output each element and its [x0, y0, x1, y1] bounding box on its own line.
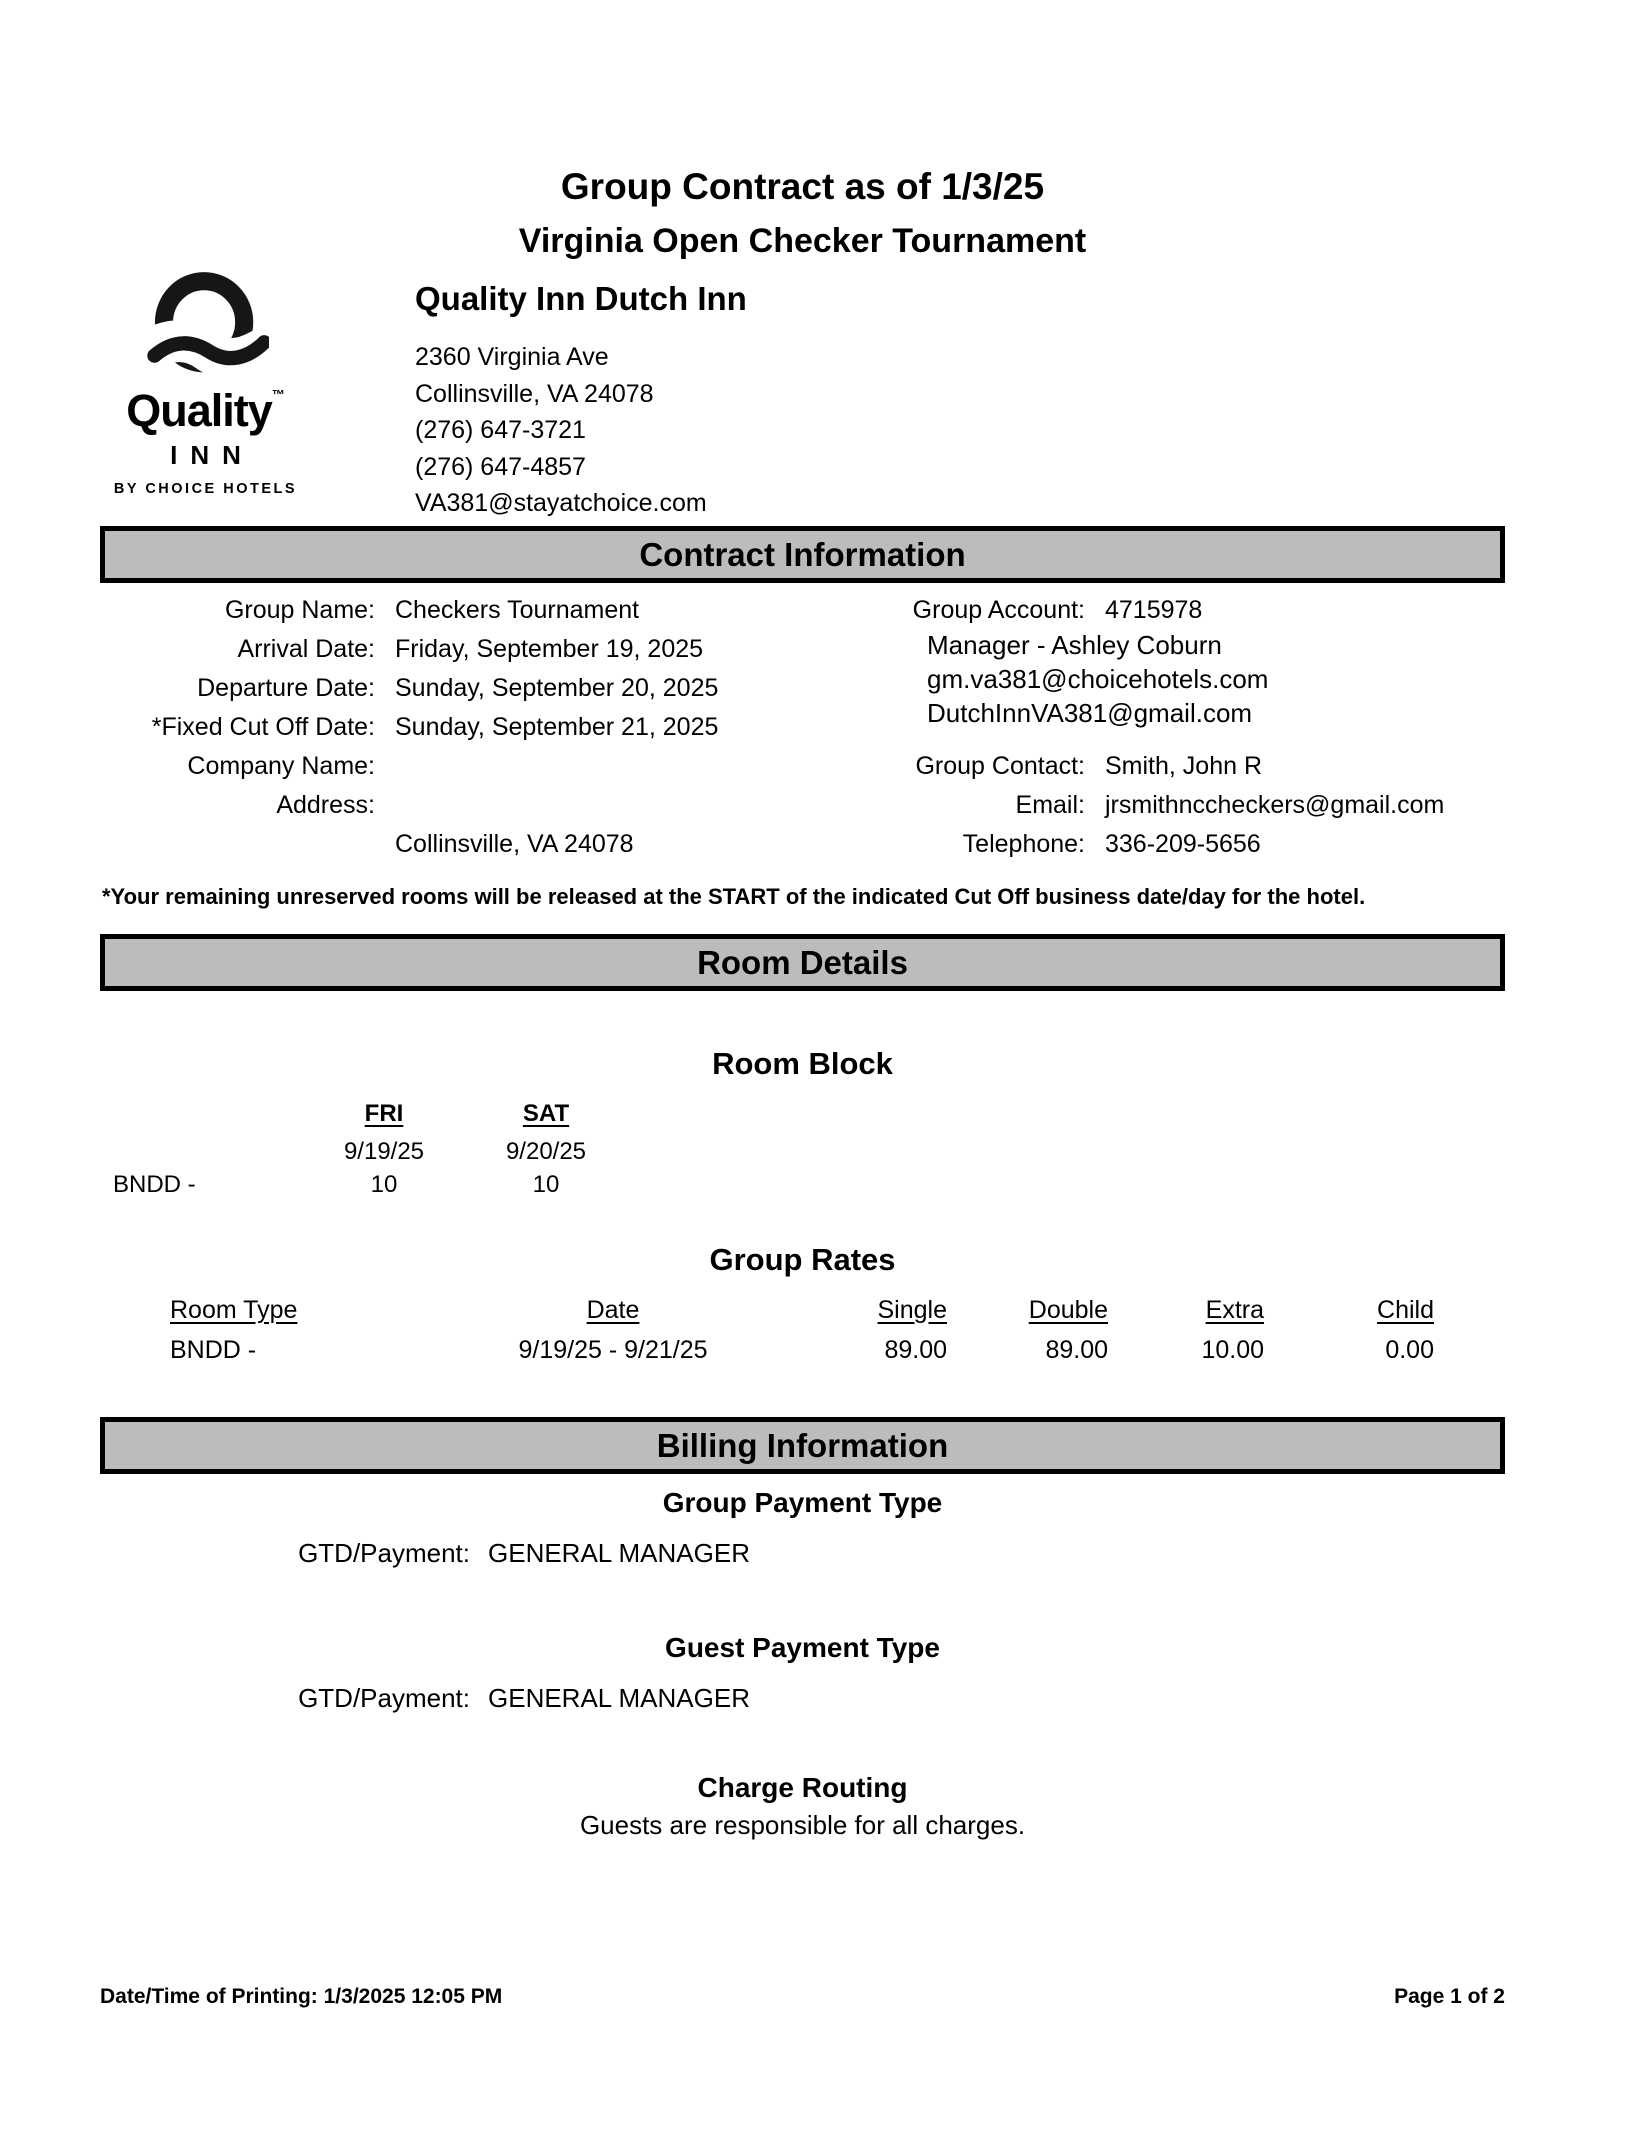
arrival-date-label: Arrival Date: [237, 635, 375, 663]
group-rates-header-extra-text: Extra [1205, 1296, 1264, 1324]
cutoff-note: *Your remaining unreserved rooms will be released at the START of the indicated Cut Off business date/day for the hotel. [102, 884, 1366, 909]
logo-tagline-text: BY CHOICE HOTELS [113, 481, 298, 497]
contact-phone-value: 336-209-5656 [1105, 830, 1261, 858]
quality-q-icon [143, 270, 269, 384]
arrival-date-value: Friday, September 19, 2025 [395, 635, 704, 663]
manager-name: Manager - Ashley Coburn [927, 630, 1222, 660]
group-rates-header-child-text: Child [1377, 1296, 1434, 1324]
group-rates-row-date: 9/19/25 - 9/21/25 [518, 1336, 708, 1364]
document-subtitle: Virginia Open Checker Tournament [518, 222, 1087, 260]
cutoff-date-row [100, 713, 760, 752]
room-block-day-header-fri [322, 1100, 446, 1128]
section-header-room-details: Room Details [100, 934, 1505, 991]
departure-date-value: Sunday, September 20, 2025 [395, 674, 719, 702]
print-datetime: Date/Time of Printing: 1/3/2025 12:05 PM [100, 1985, 503, 2008]
group-rates-header-room-type-text: Room Type [170, 1296, 298, 1324]
manager-email: gm.va381@choicehotels.com [927, 664, 1269, 694]
contact-phone-row [830, 830, 1520, 869]
contact-email-label: Email: [1015, 791, 1085, 819]
quality-inn-logo [103, 270, 308, 497]
cutoff-date-label: *Fixed Cut Off Date: [151, 713, 375, 741]
room-block-date-sat: 9/20/25 [505, 1138, 587, 1165]
contact-phone-label: Telephone: [962, 830, 1085, 858]
room-block-room-type: BNDD - [113, 1171, 196, 1198]
group-name-value: Checkers Tournament [395, 596, 640, 624]
hotel-address-line1: 2360 Virginia Ave [415, 343, 609, 371]
address-row [100, 791, 760, 830]
group-payment-label: GTD/Payment: [298, 1538, 470, 1568]
contract-info-left-column [100, 596, 760, 869]
room-block-date-fri: 9/19/25 [343, 1138, 425, 1165]
charge-routing-text: Guests are responsible for all charges. [579, 1810, 1026, 1840]
group-rates-header-room-type [170, 1296, 470, 1325]
cutoff-date-value: Sunday, September 21, 2025 [395, 713, 719, 741]
hotel-info-block [415, 280, 1115, 522]
group-name-label: Group Name: [224, 596, 375, 624]
logo-brand-text [103, 385, 308, 436]
hotel-name: Quality Inn Dutch Inn [415, 280, 747, 317]
group-contact-value: Smith, John R [1105, 752, 1263, 780]
charge-routing-title: Charge Routing [697, 1772, 908, 1803]
group-rates-header-double-text: Double [1028, 1296, 1108, 1324]
group-rates-header-date-text: Date [586, 1296, 640, 1324]
section-header-contract-information: Contract Information [100, 526, 1505, 583]
room-block-count-sat: 10 [532, 1171, 560, 1198]
group-rates-row-single: 89.00 [884, 1336, 947, 1364]
contact-email-value: jrsmithnccheckers@gmail.com [1105, 791, 1445, 819]
page-number: Page 1 of 2 [1394, 1985, 1505, 2008]
group-payment-value: GENERAL MANAGER [488, 1538, 750, 1568]
guest-payment-label: GTD/Payment: [298, 1683, 470, 1713]
group-contact-row [830, 752, 1520, 791]
room-block-day-sat-text: SAT [522, 1100, 570, 1127]
group-contact-label: Group Contact: [915, 752, 1085, 780]
room-block-count-fri: 10 [370, 1171, 398, 1198]
hotel-fax: (276) 647-4857 [415, 452, 586, 481]
group-rates-header-child [1234, 1296, 1434, 1325]
hotel-phone: (276) 647-3721 [415, 416, 586, 444]
departure-date-label: Departure Date: [197, 674, 375, 702]
document-title: Group Contract as of 1/3/25 [560, 166, 1045, 207]
company-name-row [100, 752, 760, 791]
group-payment-row [100, 1538, 750, 1569]
hotel-address-line2: Collinsville, VA 24078 [415, 379, 654, 408]
group-rates-row-extra: 10.00 [1201, 1336, 1264, 1364]
group-rates-row-child: 0.00 [1385, 1336, 1434, 1364]
guest-payment-row [100, 1683, 750, 1714]
hotel-email: VA381@stayatchoice.com [415, 489, 707, 517]
group-rates-row-room-type: BNDD - [170, 1336, 257, 1364]
contact-email-row [830, 791, 1520, 830]
room-block-day-header-sat [484, 1100, 608, 1128]
group-account-row [830, 596, 1520, 630]
departure-date-row [100, 674, 760, 713]
group-account-value: 4715978 [1105, 596, 1203, 624]
section-header-billing-information: Billing Information [100, 1417, 1505, 1474]
logo-inn-text: INN [170, 440, 254, 470]
group-name-row [100, 596, 760, 635]
room-block-title: Room Block [712, 1046, 893, 1081]
arrival-date-row [100, 635, 760, 674]
group-rates-row-double: 89.00 [1045, 1336, 1108, 1364]
group-rates-header-single-text: Single [877, 1296, 947, 1324]
group-account-label: Group Account: [912, 596, 1085, 624]
room-block-day-fri-text: FRI [364, 1100, 404, 1127]
guest-payment-value: GENERAL MANAGER [488, 1683, 750, 1713]
guest-payment-type-title: Guest Payment Type [665, 1632, 940, 1663]
right-column-spacer [830, 732, 1520, 752]
city-state-zip-row [100, 830, 760, 869]
logo-trademark: ™ [271, 387, 285, 402]
group-payment-type-title: Group Payment Type [662, 1487, 943, 1518]
hotel-gmail: DutchInnVA381@gmail.com [927, 698, 1253, 728]
city-state-zip-value: Collinsville, VA 24078 [395, 830, 634, 858]
contract-info-right-column [830, 596, 1520, 869]
company-name-label: Company Name: [187, 752, 375, 780]
group-rates-header-date [460, 1296, 766, 1325]
logo-brand-word: Quality [126, 385, 272, 436]
group-rates-title: Group Rates [709, 1242, 896, 1277]
address-label: Address: [276, 791, 375, 819]
